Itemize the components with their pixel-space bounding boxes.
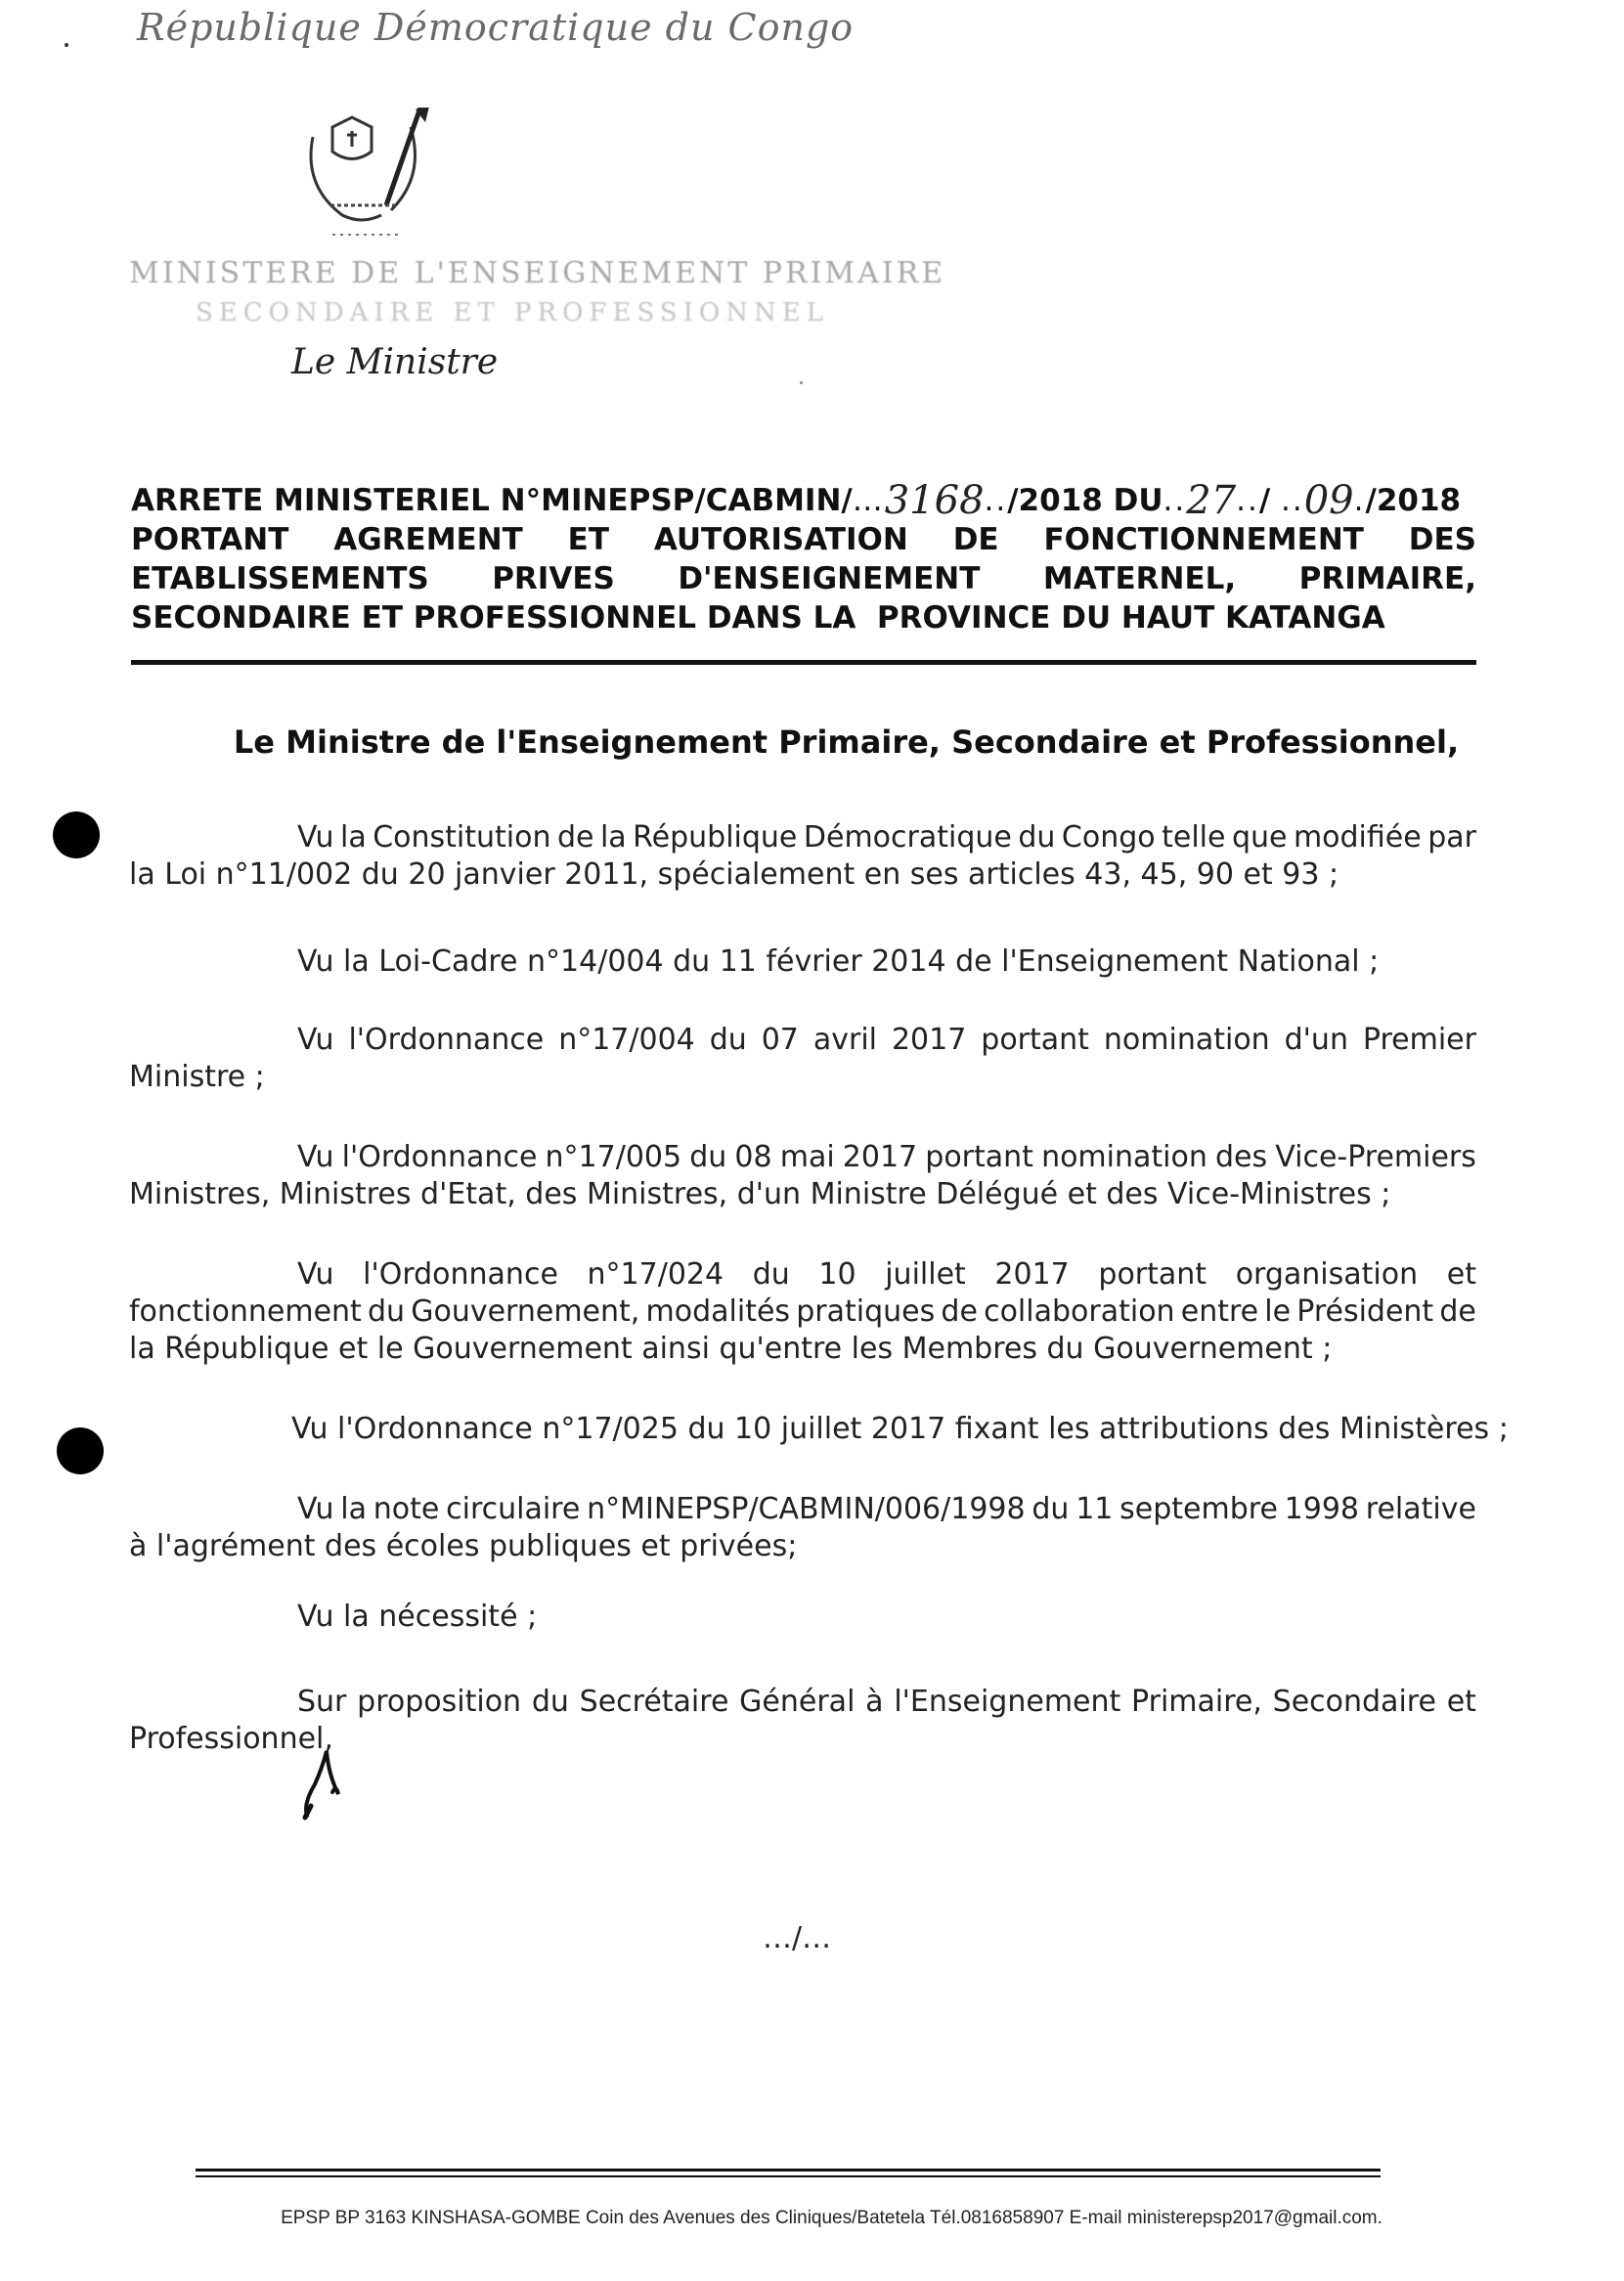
word: Vice-Premiers [1275,1140,1476,1174]
word: 2017 [891,1023,967,1057]
word: du [531,1685,569,1719]
paragraph-first-line [297,819,1476,856]
word: Vu [297,820,334,855]
word: portant [981,1023,1089,1057]
word: mai [779,1140,835,1174]
word: du [1018,820,1056,855]
ministry-stamp-line-1: MINISTERE DE L'ENSEIGNEMENT PRIMAIRE [129,256,946,290]
paragraph-text: Vu l'Ordonnance n°17/025 du 10 juillet 2017 fixant les attributions des Ministères ; [291,1412,1509,1446]
word: proposition [357,1685,522,1719]
word: du [689,1140,727,1174]
paragraph-continuation: Professionnel, [129,1722,333,1756]
word: de [941,1294,978,1329]
word: du [709,1023,747,1057]
word: entre [1180,1294,1259,1329]
word: Premier [1362,1023,1476,1057]
word: du [752,1257,790,1292]
title-word: MATERNEL, [1042,561,1237,596]
footer-divider [196,2169,1381,2171]
word: République [633,820,798,855]
word: la [599,820,627,855]
scan-mark [65,43,68,47]
word: du [368,1294,406,1329]
word: la [339,820,367,855]
word: Vu [297,1140,334,1174]
handwritten-month: 09 [1303,478,1354,523]
paragraph-continuation: Ministre ; [129,1060,265,1094]
decree-title-line-1 [131,478,1476,523]
paragraph-continuation: la Loi n°11/002 du 20 janvier 2011, spécialement en ses articles 43, 45, 90 et 93 ; [129,857,1339,892]
minister-heading: Le Ministre de l'Enseignement Primaire, Secondaire et Professionnel, [233,724,1460,761]
word: n°MINEPSP/CABMIN/006/1998 [587,1492,1026,1526]
word: Gouvernement, [411,1294,640,1329]
word: d'un [1284,1023,1348,1057]
word: avril [812,1023,878,1057]
word: n°17/005 [545,1140,682,1174]
word: pratiques [796,1294,936,1329]
title-word: PORTANT [131,522,289,557]
scan-speck [800,381,803,384]
title-word: DE [952,522,999,557]
word: Président [1296,1294,1434,1329]
ministry-stamp-line-2: SECONDAIRE ET PROFESSIONNEL [196,298,829,328]
title-word: PRIVES [492,561,615,596]
paragraph-ordonnance-025 [129,1411,1509,1448]
paragraph-continuation: Ministres, Ministres d'Etat, des Ministres, d'un Ministre Délégué et des Vice-Ministres ; [129,1177,1391,1211]
word: n°17/024 [587,1257,724,1292]
word: nomination [1041,1140,1207,1174]
word: septembre [1119,1492,1278,1526]
decree-year-du: /2018 DU [1007,483,1163,518]
word: Congo [1061,820,1156,855]
paragraph-note-circulaire [129,1491,1476,1565]
fill-dots: .. [1281,483,1304,518]
handwritten-decree-number: 3168 [884,478,985,523]
paragraph-ordonnance-005 [129,1139,1476,1213]
decree-title-line-2 [131,520,1476,559]
paragraph-second-line [129,1294,1476,1331]
word: l'Ordonnance [348,1023,545,1057]
word: n°17/004 [558,1023,695,1057]
word: la [340,1492,367,1526]
word: Primaire, [1131,1685,1262,1719]
title-word: AGREMENT [333,522,523,557]
word: 2017 [994,1257,1070,1292]
title-word: ET [567,522,609,557]
title-word: FONCTIONNEMENT [1043,522,1364,557]
word: nomination [1103,1023,1270,1057]
paragraph-first-line [297,1022,1476,1059]
word: 10 [818,1257,856,1292]
paragraph-constitution [129,819,1476,894]
paragraph-first-line [297,1684,1476,1721]
paragraph-first-line [297,1139,1476,1176]
word: Général [739,1685,856,1719]
fill-dots: .. [1163,483,1187,518]
word: à [865,1685,884,1719]
fill-dots: .. [984,483,1008,518]
title-word: PRIMAIRE, [1298,561,1476,596]
word: Démocratique [803,820,1012,855]
title-word: AUTORISATION [653,522,908,557]
paragraph-continuation: à l'agrément des écoles publiques et privées; [129,1529,798,1563]
fill-dots: . [1353,483,1366,518]
fill-dots: … [852,483,885,518]
paragraph-ordonnance-024 [129,1256,1476,1368]
word: 08 [734,1140,772,1174]
title-word: ETABLISSEMENTS [131,561,429,596]
word: par [1427,820,1476,855]
word: le [1264,1294,1292,1329]
word: modalités [645,1294,791,1329]
handwritten-day: 27 [1186,478,1237,523]
republic-heading: République Démocratique du Congo [137,6,855,49]
paragraph-ordonnance-004 [129,1022,1476,1096]
fill-dots: .. [1236,483,1259,518]
paragraph-text: Vu la nécessité ; [297,1600,538,1634]
paragraph-first-line [297,1491,1476,1528]
footer-divider [196,2175,1381,2177]
word: Vu [297,1257,334,1292]
title-divider [131,660,1476,665]
coat-of-arms-emblem [293,108,440,244]
word: de [1439,1294,1476,1329]
word: organisation [1235,1257,1419,1292]
word: l'Ordonnance [341,1140,538,1174]
word: Secondaire [1272,1685,1436,1719]
paragraph-necessite [129,1599,1476,1636]
punch-hole-mark [53,812,100,858]
title-word: D'ENSEIGNEMENT [678,561,981,596]
word: que [1231,820,1288,855]
word: Vu [297,1492,334,1526]
word: de [556,820,594,855]
paragraph-continuation: la République et le Gouvernement ainsi qu'entre les Membres du Gouvernement ; [129,1332,1333,1366]
word: et [1446,1685,1476,1719]
decree-title-line-4: SECONDAIRE ET PROFESSIONNEL DANS LA PROVINCE DU HAUT KATANGA [131,600,1385,636]
word: et [1446,1257,1476,1292]
word: 11 [1075,1492,1114,1526]
word: 07 [761,1023,799,1057]
word: des [1214,1140,1268,1174]
decree-reference-prefix: ARRETE MINISTERIEL N°MINEPSP/CABMIN/ [131,483,853,518]
title-word: DES [1408,522,1476,557]
word: juillet [885,1257,966,1292]
word: Vu [297,1023,334,1057]
word: du [1031,1492,1070,1526]
word: l'Enseignement [894,1685,1121,1719]
paragraph-first-line [297,1256,1476,1294]
word: l'Ordonnance [363,1257,558,1292]
page-continuation-mark: …/… [763,1921,832,1955]
punch-hole-mark [57,1427,104,1474]
word: portant [925,1140,1033,1174]
word: Secrétaire [579,1685,729,1719]
word: collaboration [984,1294,1175,1329]
date-separator: / [1258,483,1282,518]
decree-year: /2018 [1365,483,1462,518]
signatory-title: Le Ministre [291,342,499,382]
word: relative [1365,1492,1476,1526]
word: 1998 [1284,1492,1360,1526]
word: Constitution [373,820,551,855]
paragraph-text: Vu la Loi-Cadre n°14/004 du 11 février 2014 de l'Enseignement National ; [297,944,1380,979]
word: Sur [297,1685,347,1719]
word: telle [1162,820,1226,855]
handwritten-initial [293,1745,362,1823]
word: 2017 [842,1140,918,1174]
word: note [373,1492,440,1526]
decree-title-line-3 [131,559,1476,598]
word: fonctionnement [129,1294,362,1329]
footer-contact: EPSP BP 3163 KINSHASA-GOMBE Coin des Avenues des Cliniques/Batetela Tél.0816858907 E-mail ministerepsp2017@gmail.com. [281,2208,1383,2228]
paragraph-loi-cadre [129,943,1476,981]
decree-title [131,478,1476,637]
word: circulaire [446,1492,581,1526]
word: modifiée [1293,820,1422,855]
word: portant [1098,1257,1207,1292]
